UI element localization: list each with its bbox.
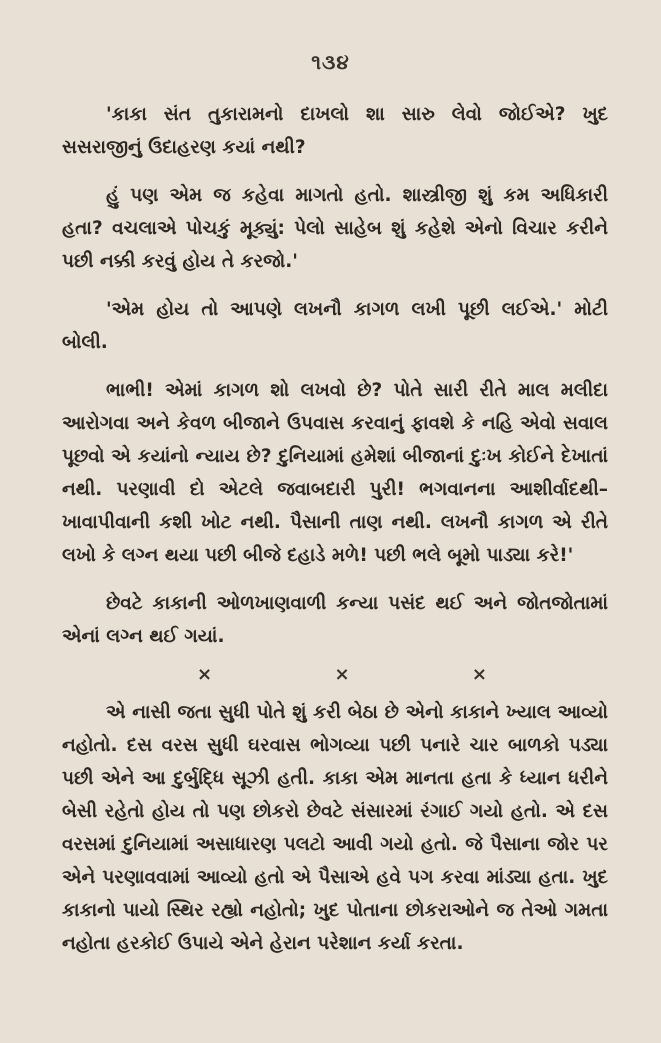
paragraph-1: 'કાકા સંત તુકારામનો દાખલો શા સારુ લેવો જોઈએ? ખુદ સસરાજીનું ઉદાહરણ કયાં નથી? [62,104,608,158]
paragraph-2: હું પણ એમ જ કહેવા માગતો હતો. શાસ્ત્રીજી શું કમ અધિકારી હતા? વચલાએ પોચકું મૂક્યું: પેલો સાહેબ શું કહેશે એનો વિચાર કરીને પછી નક્કી કરવું હોય તે કરજો.' [62,185,608,272]
page-number: ૧૩૪ [311,50,350,74]
separator-mark: × [197,664,213,685]
text-body [62,98,608,960]
paragraph-4: ભાભી! એમાં કાગળ શો લખવો છે? પોતે સારી રીતે માલ મલીદા આરોગવા અને કેવળ બીજાને ઉપવાસ કરવાનું ફાવશે કે નહિ એવો સવાલ પૂછવો એ કયાંનો ન્યાય છે? દુનિયામાં હમેશાં બીજાનાં દુઃખ કોઈને દેખાતાં નથી. પરણાવી દો એટલે જવાબદારી પુરી! ભગવાનના આશીર્વાદથી–ખાવાપીવાની કશી ખોટ નથી. પૈસાની તાણ નથી. લખનૌ કાગળ એ રીતે લખો કે લગ્ન થયા પછી બીજે દહાડે મળે! પછી ભલે બૂમો પાડ્યા કરે!' [62,380,608,566]
paragraph-5: છેવટે કાકાની ઓળખાણવાળી કન્યા પસંદ થઈ અને જોતજોતામાં એનાં લગ્ન થઈ ગયાં. [62,593,608,647]
closing-paragraph: એ નાસી જતા સુધી પોતે શું કરી બેઠા છે એનો કાકાને ખ્યાલ આવ્યો નહોતો. દસ વરસ સુધી ઘરવાસ ભોગવ્યા પછી પનારે ચાર બાળકો પડ્યા પછી એને આ દુર્બુદ્ધિ સૂઝી હતી. કાકા એમ માનતા હતા કે ધ્યાન ધરીને બેસી રહેતો હોય તો પણ છોકરો છેવટે સંસારમાં રંગાઈ ગયો હતો. એ દસ વરસમાં દુનિયામાં અસાધારણ પલટો આવી ગયો હતો. જે પૈસાના જોર પર એને પરણાવવામાં આવ્યો હતો એ પૈસાએ હવે પગ કરવા માંડ્યા હતા. ખુદ કાકાનો પાયો સ્થિર રહ્યો નહોતો; ખુદ પોતાના છોકરાઓને જ તેઓ ગમતા નહોતા હરકોઈ ઉપાયે એને હેરાન પરેશાન કર્યા કરતા. [62,702,608,954]
separator-mark: × [471,664,487,685]
separator-mark: × [334,664,350,685]
section-separator [197,664,487,685]
paragraph-3: 'એમ હોય તો આપણે લખનૌ કાગળ લખી પૂછી લઈએ.' મોટી બોલી. [62,299,608,353]
